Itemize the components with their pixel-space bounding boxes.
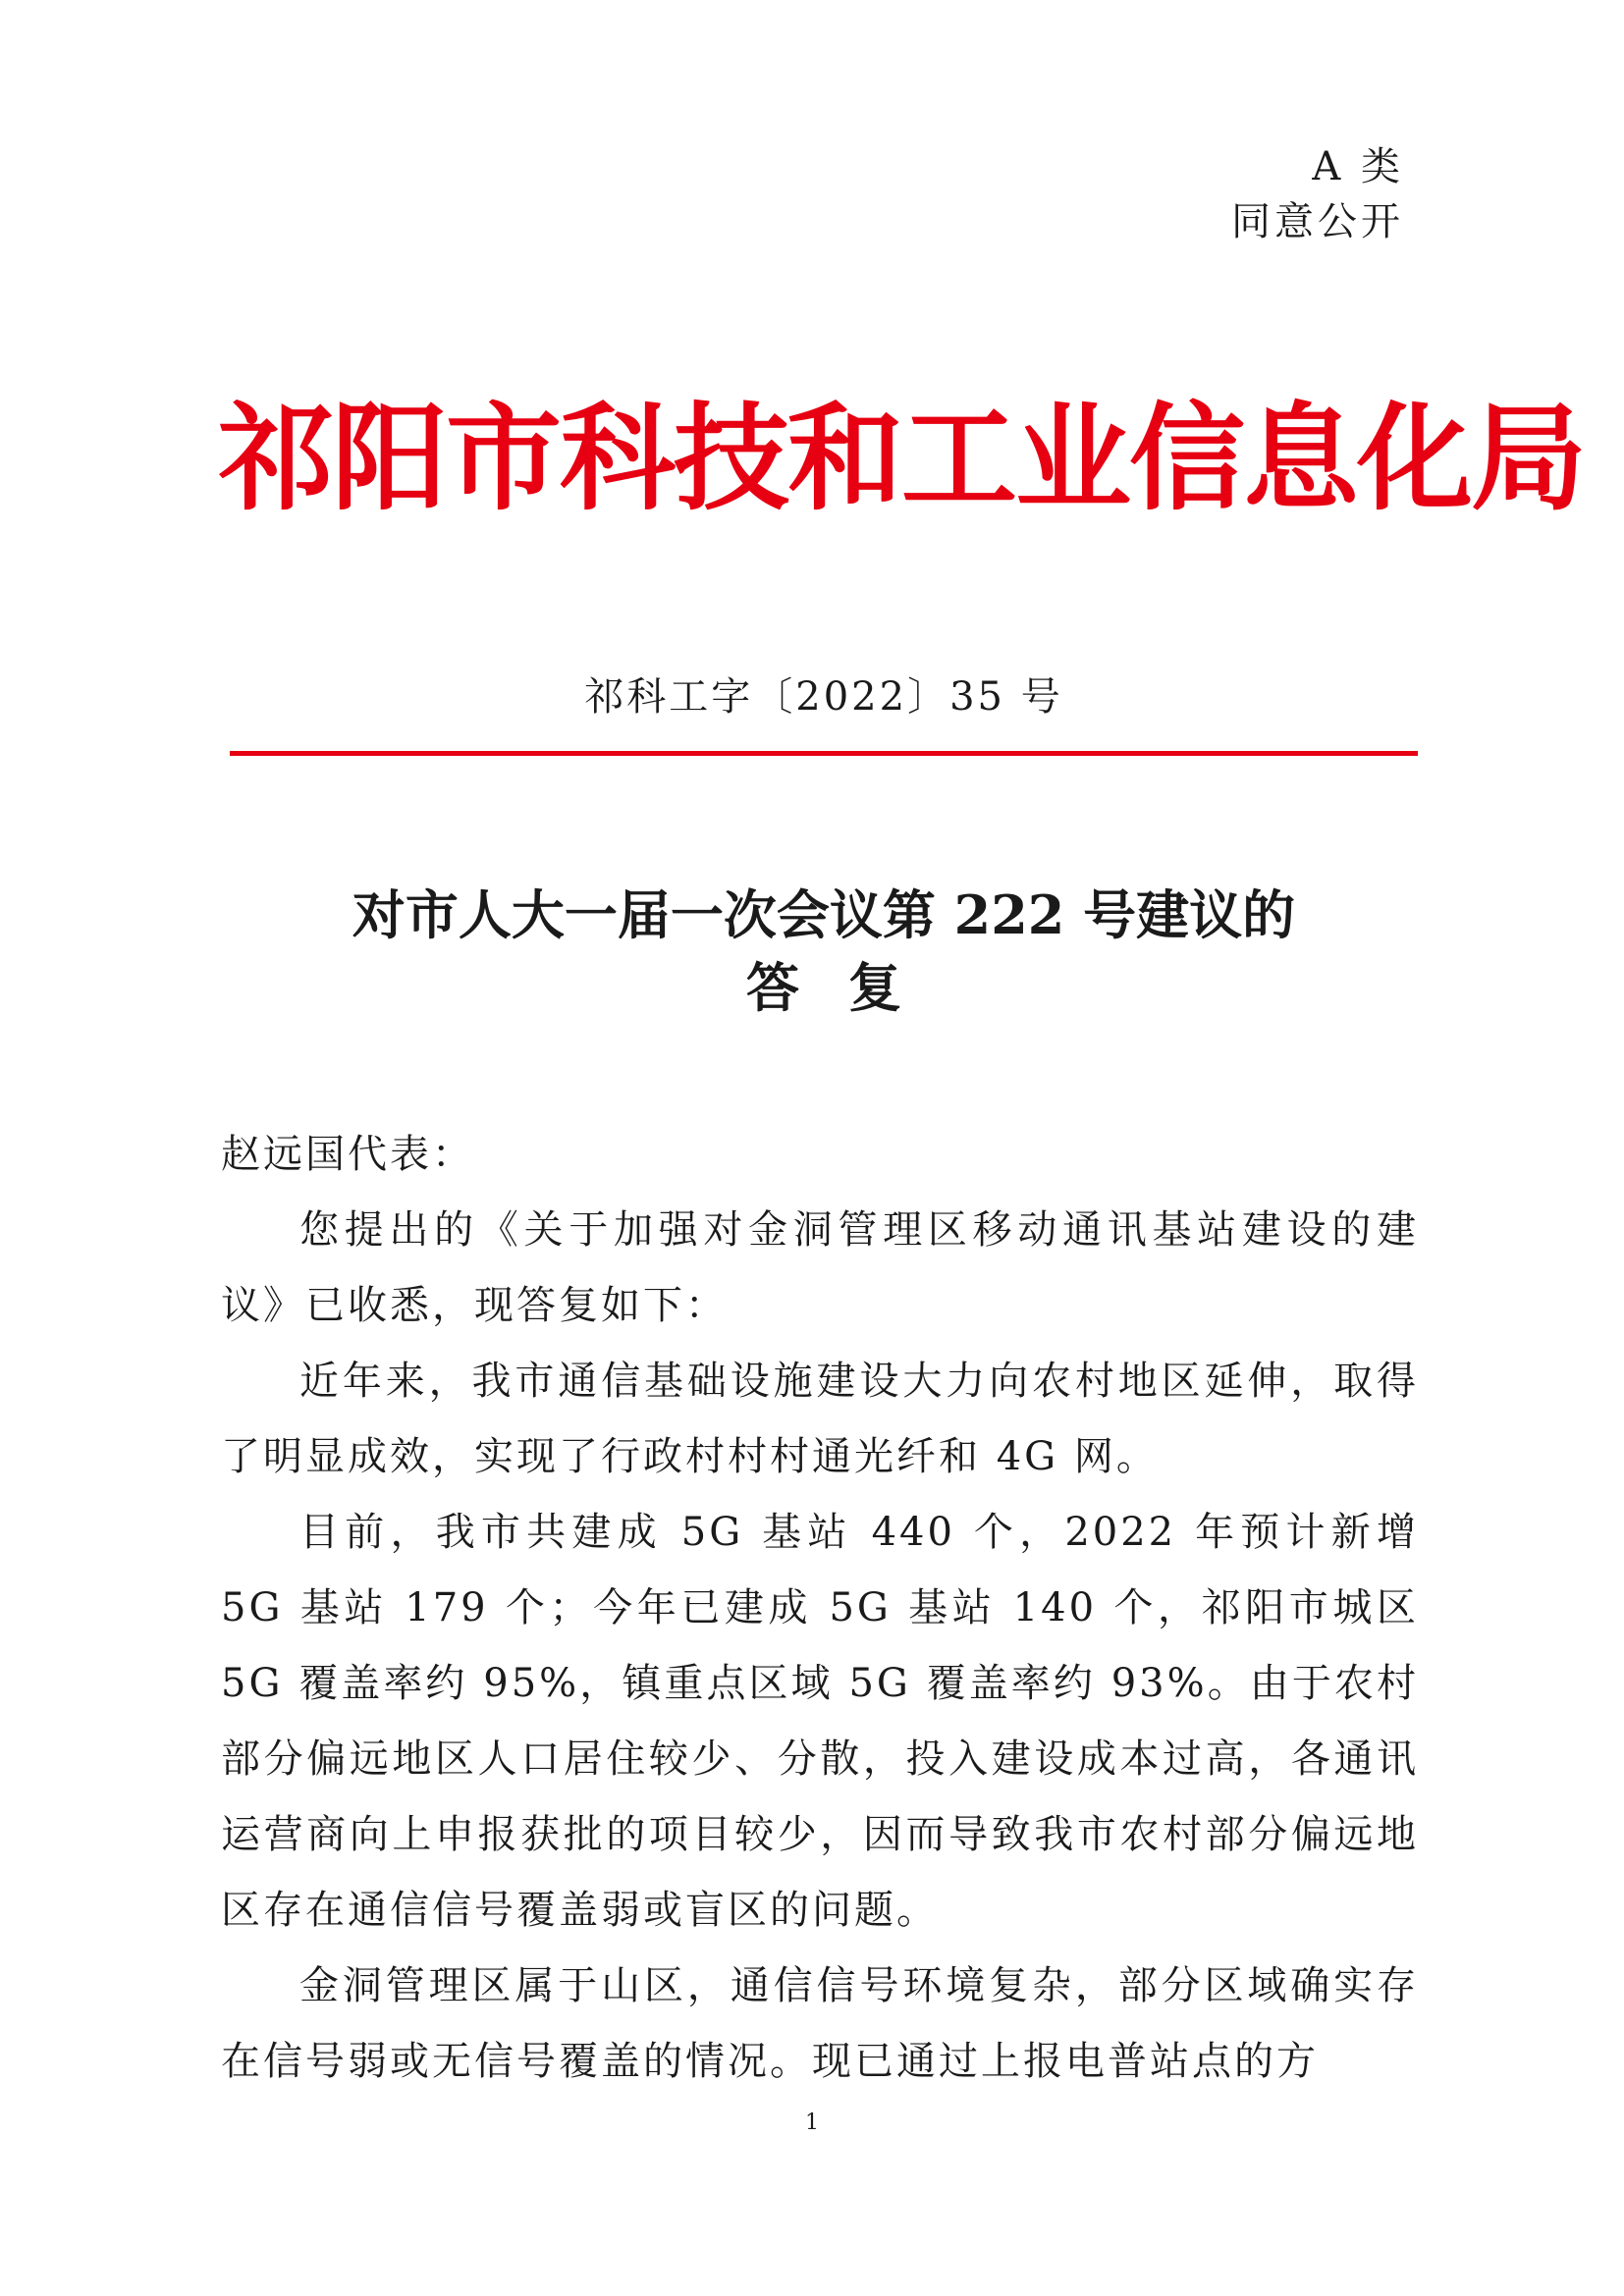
document-number: 祁科工字〔2022〕35 号 bbox=[584, 674, 1063, 720]
classification-block bbox=[1231, 139, 1404, 249]
page-number: 1 bbox=[805, 2110, 819, 2135]
issuing-organization-title: 祁阳市科技和工业信息化局 bbox=[218, 391, 1586, 526]
document-body bbox=[221, 1117, 1419, 2100]
red-divider-line bbox=[230, 751, 1418, 756]
category-label: A 类 bbox=[1312, 144, 1404, 189]
body-paragraph: 目前，我市共建成 5G 基站 440 个，2022 年预计新增 5G 基站 179 个；今年已建成 5G 基站 140 个，祁阳市城区 5G 覆盖率约 95%，镇重点区域 5G 覆盖率约 93%。由于农村部分偏远地区人口居住较少、分散，投入建设成本过高，各通讯运营商向上申报获批的项目较少，因而导致我市农村部分偏远地区存在通信信号覆盖弱或盲区的问题。 bbox=[221, 1510, 1419, 1933]
body-paragraph: 近年来，我市通信基础设施建设大力向农村地区延伸，取得了明显成效，实现了行政村村村通光纤和 4G 网。 bbox=[221, 1359, 1419, 1479]
subject-title-line-1: 对市人大一届一次会议第 222 号建议的 bbox=[352, 883, 1296, 946]
salutation: 赵远国代表： bbox=[221, 1132, 474, 1177]
body-paragraph: 金洞管理区属于山区，通信信号环境复杂，部分区域确实存在信号弱或无信号覆盖的情况。现已通过上报电普站点的方 bbox=[221, 1963, 1419, 2084]
disclosure-label: 同意公开 bbox=[1231, 199, 1404, 244]
document-subject-title bbox=[230, 879, 1418, 1024]
subject-title-line-2: 答复 bbox=[746, 956, 950, 1019]
body-paragraph: 您提出的《关于加强对金洞管理区移动通讯基站建设的建议》已收悉，现答复如下： bbox=[221, 1207, 1419, 1328]
